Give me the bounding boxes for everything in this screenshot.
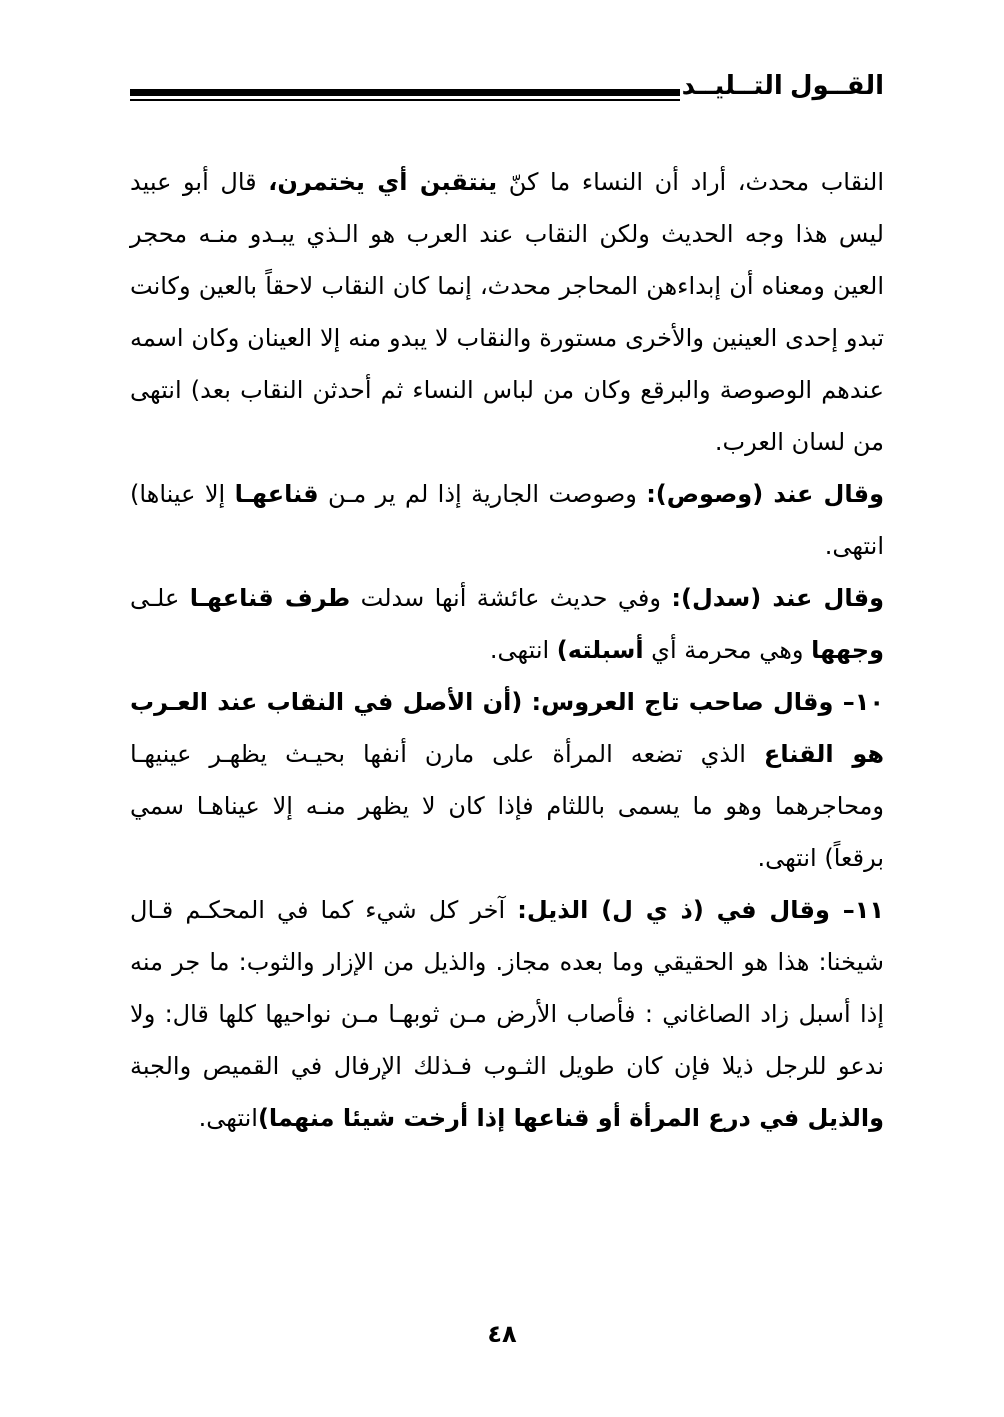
bold-text: والذيل في درع المرأة أو قناعها إذا أرخت شيئا منهما) bbox=[257, 1104, 884, 1132]
bold-text: وقال عند (وصوص): bbox=[646, 480, 884, 508]
text-run: وفي حديث عائشة أنها سدلت bbox=[350, 584, 672, 612]
bold-text: ينتقبن أي يختمرن، bbox=[268, 168, 498, 196]
text-run: انتهى. bbox=[198, 1104, 258, 1132]
page-number: ٤٨ bbox=[487, 1320, 517, 1348]
paragraph bbox=[130, 572, 884, 676]
bold-text: قناعهـا bbox=[234, 480, 319, 508]
bold-text: طرف قناعهـا bbox=[189, 584, 351, 612]
text-run: الذي تضعه المرأة على مارن أنفها بحيـث يظهـر عينيهـا ومحاجرهما وهو ما يسمى باللثام فإذا كان لا يظهر منـه إلا عيناهـا سمي برقعاً) انتهى. bbox=[130, 740, 884, 872]
text-run: قال أبو عبيد ليس هذا وجه الحديث ولكن النقاب عند العرب هو الـذي يبـدو منـه محجر العين ومعناه أن إبداءهن المحاجر محدث، إنما كان النقاب لاحقاً بالعين وكانت تبدو إحدى العينين والأخرى مستورة والنقاب لا يبدو منه إلا العينان وكان اسمه عندهم الوصوصة والبرقع وكان من لباس النساء ثم أحدثن النقاب بعد) انتهى من لسان العرب. bbox=[130, 168, 884, 456]
paragraph bbox=[130, 156, 884, 468]
text-run: النقاب محدث، أراد أن النساء ما كنّ bbox=[497, 168, 884, 196]
text-run: وصوصت الجارية إذا لم ير مـن bbox=[318, 480, 647, 508]
bold-text: أسبلته) bbox=[556, 636, 644, 664]
text-run: آخر كل شيء كما في المحكـم قـال شيخنا: هذا هو الحقيقي وما بعده مجاز. والذيل من الإزار والثوب: ما جر منه إذا أسبل زاد الصاغاني : فأصاب الأرض مـن ثوبهـا مـن نواحيها كلها قال: ولا ندعو للرجل ذيلا فإن كان طويل الثـوب فـذلك الإرفال في القميص والجبة bbox=[130, 896, 884, 1080]
text-run: وهي محرمة أي bbox=[643, 636, 812, 664]
bold-text: وجهها bbox=[811, 636, 884, 664]
body-text bbox=[130, 156, 884, 1144]
paragraph bbox=[130, 884, 884, 1144]
header-rule bbox=[130, 89, 680, 101]
bold-text: ١٠– وقال صاحب تاج العروس: (أن الأصل في النقاب عند العـرب هو القناع bbox=[130, 688, 885, 768]
bold-text: وقال عند (سدل): bbox=[671, 584, 884, 612]
paragraph bbox=[130, 676, 884, 884]
page-header bbox=[130, 70, 884, 110]
running-title: القــول التــليــد bbox=[681, 70, 884, 100]
paragraph bbox=[130, 468, 884, 572]
bold-text: ١١– وقال في (ذ ي ل) الذيل: bbox=[517, 896, 884, 924]
text-run: انتهى. bbox=[489, 636, 557, 664]
text-run: علـى bbox=[130, 584, 190, 612]
text-run: إلا عيناها) انتهى. bbox=[130, 480, 884, 560]
